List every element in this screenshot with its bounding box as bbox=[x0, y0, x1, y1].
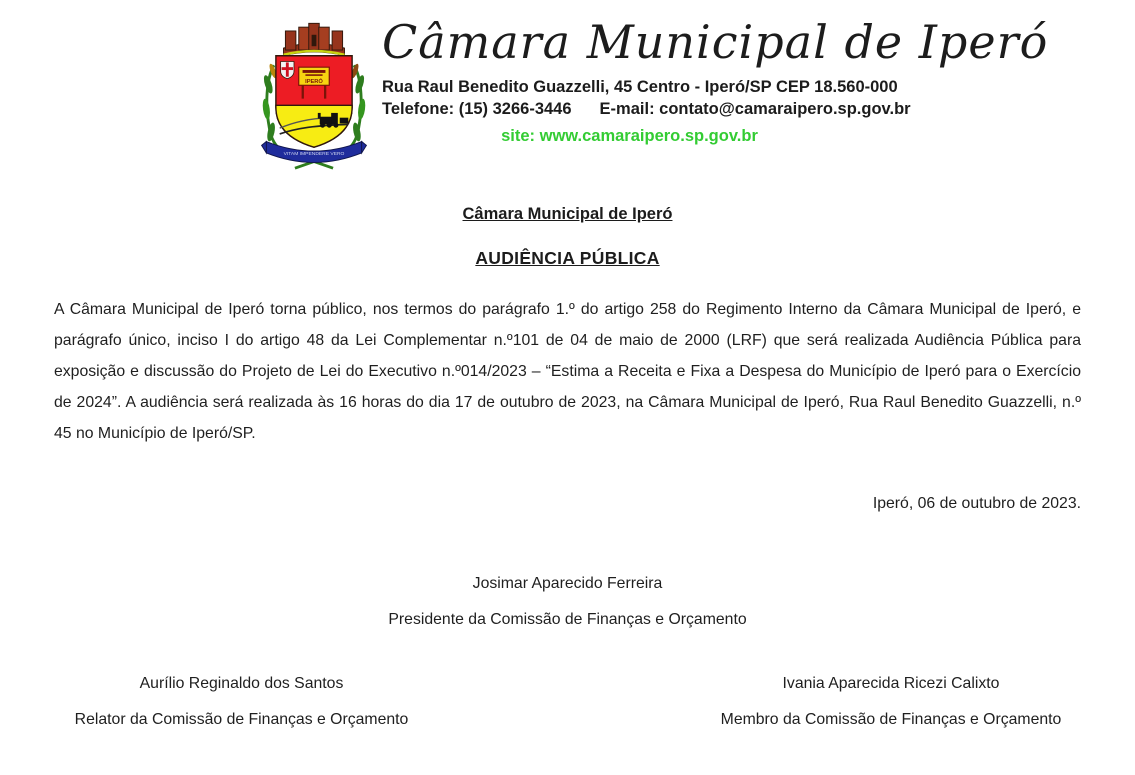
coat-of-arms-icon bbox=[258, 10, 370, 172]
document-content bbox=[0, 205, 1135, 729]
letterhead bbox=[0, 0, 1135, 172]
address-line: Rua Raul Benedito Guazzelli, 45 Centro - Iperó/SP CEP 18.560-000 bbox=[382, 78, 898, 97]
crest-motto-text: VITAM IMPENDERE VERO bbox=[283, 151, 345, 157]
doc-heading-primary: Câmara Municipal de Iperó bbox=[462, 205, 673, 223]
signature-right bbox=[701, 675, 1081, 729]
signature-primary-name: Josimar Aparecido Ferreira bbox=[472, 575, 663, 592]
signature-right-name: Ivania Aparecida Ricezi Calixto bbox=[782, 675, 1000, 692]
website-line: site: www.camaraipero.sp.gov.br bbox=[501, 127, 758, 146]
date-line: Iperó, 06 de outubro de 2023. bbox=[872, 495, 1081, 512]
signature-right-role: Membro da Comissão de Finanças e Orçamento bbox=[720, 711, 1062, 728]
signature-left bbox=[54, 675, 429, 729]
phone-label: Telefone: (15) 3266-3446 bbox=[382, 100, 572, 119]
crest-sign-text: IPERÓ bbox=[305, 78, 323, 85]
signature-row bbox=[54, 675, 1081, 729]
crest-shield bbox=[276, 56, 352, 147]
signature-left-name: Aurílio Reginaldo dos Santos bbox=[139, 675, 344, 692]
org-title: Câmara Municipal de Iperó bbox=[382, 15, 1049, 69]
signature-primary bbox=[54, 575, 1081, 629]
crest-cross-shield bbox=[281, 61, 294, 78]
signature-primary-role: Presidente da Comissão de Finanças e Orçamento bbox=[388, 611, 747, 628]
doc-heading-secondary: AUDIÊNCIA PÚBLICA bbox=[475, 248, 660, 268]
letterhead-text bbox=[382, 10, 1049, 146]
crest-mural-crown bbox=[284, 23, 345, 55]
signature-left-role: Relator da Comissão de Finanças e Orçamento bbox=[74, 711, 409, 728]
email-label: E-mail: contato@camaraipero.sp.gov.br bbox=[599, 100, 911, 119]
notice-paragraph: A Câmara Municipal de Iperó torna público, nos termos do parágrafo 1.º do artigo 258 do Regimento Interno da Câmara Municipal de Iperó, e parágrafo único, inciso I do artigo 48 da Lei Complementar n.º101 de 04 de maio de 2000 (LRF) que será realizada Audiência Pública para exposição e discussão do Projeto de Lei do Executivo n.º014/2023 – “Estima a Receita e Fixa a Despesa do Município de Iperó para o Exercício de 2024”. A audiência será realizada às 16 horas do dia 17 de outubro de 2023, na Câmara Municipal de Iperó, Rua Raul Benedito Guazzelli, n.º 45 no Município de Iperó/SP. bbox=[54, 301, 1081, 442]
